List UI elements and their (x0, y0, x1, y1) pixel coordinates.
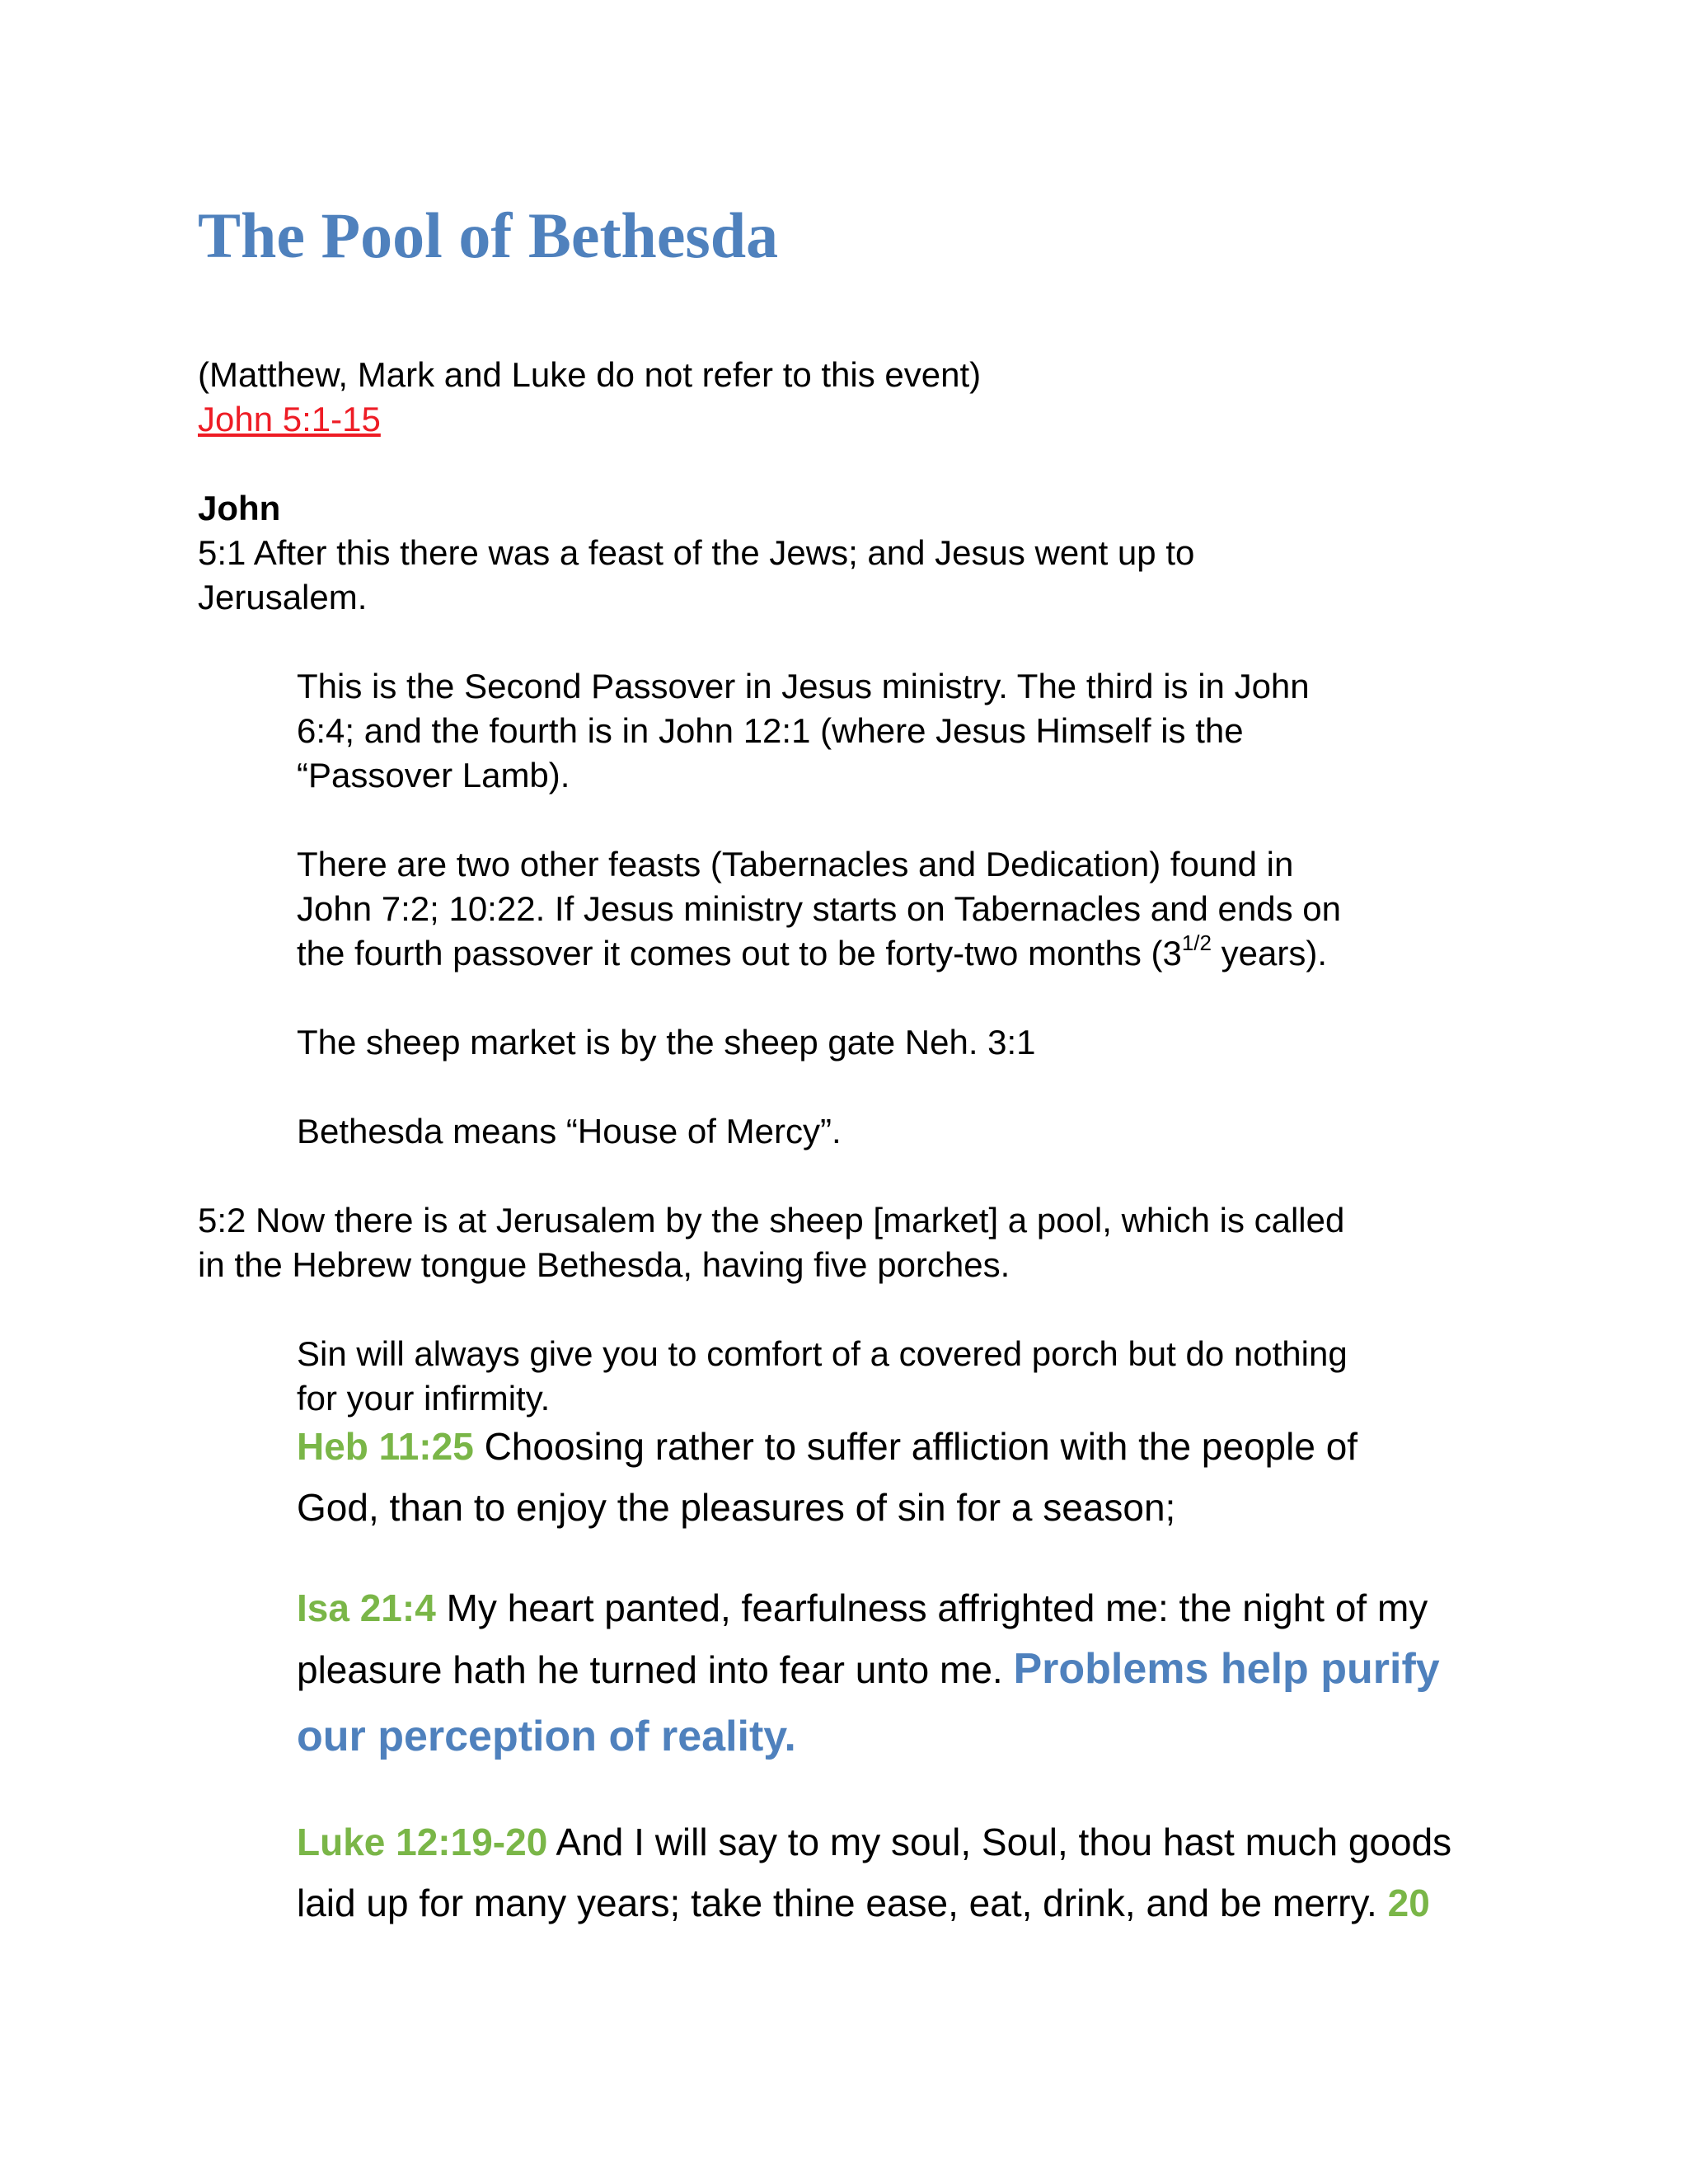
book-heading: John (198, 489, 281, 527)
isa-verse-reference: Isa 21:4 (297, 1586, 436, 1629)
note-passover-line3: “Passover Lamb). (297, 756, 570, 794)
luke-verse-text2: laid up for many years; take thine ease, eat, drink, and be merry. (297, 1882, 1388, 1924)
isa-verse-line1 (297, 1577, 1484, 1638)
luke-verse-number-20: 20 (1387, 1882, 1430, 1924)
verse-5-2-line1: 5:2 Now there is at Jerusalem by the sheep [market] a pool, which is called (198, 1201, 1345, 1240)
note-feasts-line3-end: years). (1212, 934, 1328, 972)
highlight-problems: Problems help purify (1013, 1645, 1440, 1693)
highlight-perception: our perception of reality. (297, 1713, 796, 1760)
isa-verse-text2: pleasure hath he turned into fear unto me. (297, 1648, 1014, 1691)
note-feasts-line3 (297, 931, 1327, 976)
isa-verse-text1: My heart panted, fearfulness affrighted me: the night of my (435, 1586, 1428, 1629)
luke-verse-text1: And I will say to my soul, Soul, thou hast much goods (547, 1821, 1452, 1863)
luke-verse-reference: Luke 12:19-20 (297, 1821, 548, 1863)
heb-verse-text1: Choosing rather to suffer affliction with the people of (473, 1425, 1358, 1468)
luke-verse-line2 (297, 1872, 1484, 1933)
verse-5-2-line2: in the Hebrew tongue Bethesda, having five porches. (198, 1245, 1010, 1284)
note-passover-line2: 6:4; and the fourth is in John 12:1 (where Jesus Himself is the (297, 711, 1244, 750)
passage-reference-link[interactable] (198, 397, 381, 442)
note-sin-line2: for your infirmity. (297, 1379, 551, 1418)
heb-verse-reference: Heb 11:25 (297, 1425, 474, 1468)
note-sin-line1: Sin will always give you to comfort of a covered porch but do nothing (297, 1334, 1348, 1373)
page-title: The Pool of Bethesda (198, 199, 779, 271)
note-sheep-market: The sheep market is by the sheep gate Neh. 3:1 (297, 1023, 1036, 1062)
heb-verse-line2: God, than to enjoy the pleasures of sin for a season; (297, 1486, 1176, 1529)
note-bethesda: Bethesda means “House of Mercy”. (297, 1112, 842, 1151)
intro-note: (Matthew, Mark and Luke do not refer to this event) (198, 355, 982, 394)
note-feasts-line2: John 7:2; 10:22. If Jesus ministry starts on Tabernacles and ends on (297, 889, 1341, 928)
note-feasts-line3-text: the fourth passover it comes out to be forty-two months (3 (297, 934, 1182, 972)
note-feasts-line1: There are two other feasts (Tabernacles and Dedication) found in (297, 845, 1294, 883)
isa-highlight-line2 (297, 1706, 1484, 1768)
heb-verse-line1 (297, 1416, 1484, 1477)
fraction-superscript: 1/2 (1181, 930, 1212, 955)
verse-5-1-line1: 5:1 After this there was a feast of the Jews; and Jesus went up to (198, 533, 1195, 572)
note-passover-line1: This is the Second Passover in Jesus ministry. The third is in John (297, 667, 1310, 705)
luke-verse-line1 (297, 1811, 1484, 1872)
verse-5-1-line2: Jerusalem. (198, 578, 368, 616)
passage-reference-text[interactable]: John 5:1-15 (198, 400, 381, 438)
isa-verse-line2 (297, 1638, 1484, 1700)
